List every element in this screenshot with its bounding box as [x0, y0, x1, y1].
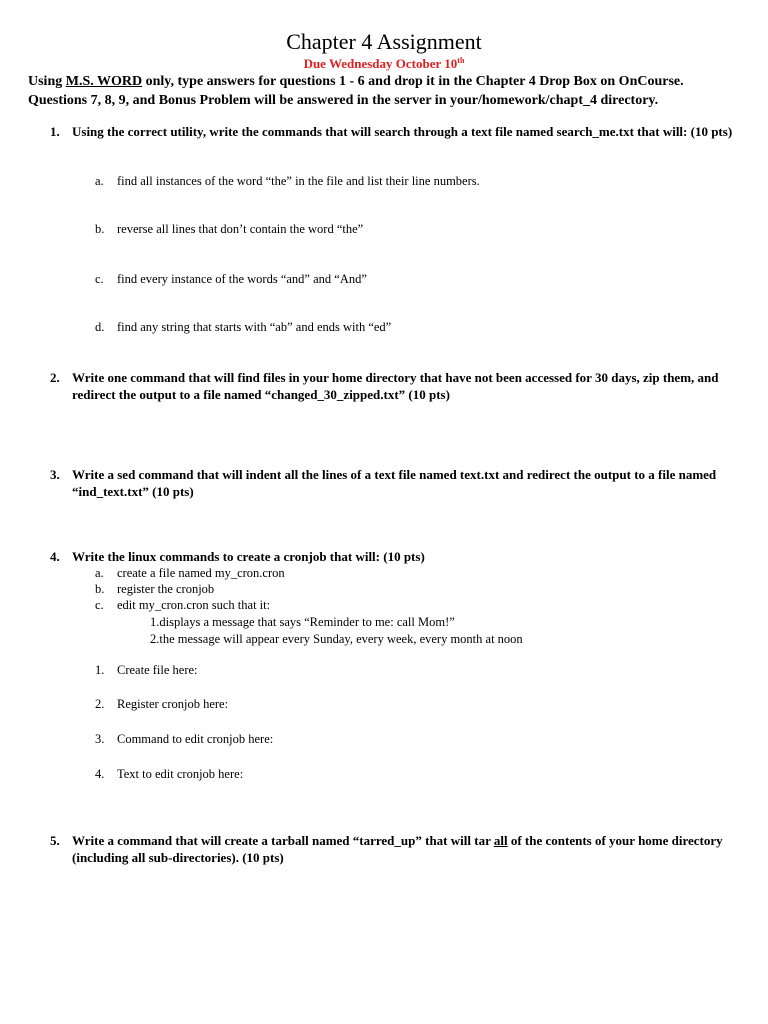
item-text: find all instances of the word “the” in the file and list their line numbers.	[117, 174, 480, 188]
instructions-msword: M.S. WORD	[65, 74, 143, 89]
item-marker: 3.	[95, 732, 105, 746]
question-text-part2: of the contents of your home directory (including all sub-directories). (10 pts)	[72, 833, 723, 865]
instructions-part2: only, type answers for questions 1 - 6 and drop it in the Chapter 4 Drop Box on OnCourse.	[142, 74, 684, 89]
item-marker: b.	[95, 582, 105, 596]
item-text: Register cronjob here:	[117, 697, 229, 711]
due-date-superscript: th	[457, 56, 465, 65]
item-marker: c.	[95, 272, 104, 286]
item-text: Text to edit cronjob here:	[117, 767, 244, 781]
item-marker: 4.	[95, 767, 105, 781]
question-text	[72, 832, 750, 866]
item-text: create a file named my_cron.cron	[117, 566, 285, 580]
question-text: Using the correct utility, write the commands that will search through a text file named search_me.txt that will: (10 pts)	[72, 124, 733, 139]
item-marker: b.	[95, 222, 105, 236]
page-title: Chapter 4 Assignment	[286, 29, 482, 54]
item-text: 1.displays a message that says “Reminder to me: call Mom!”	[150, 615, 455, 629]
due-date-text: Due Wednesday October 10	[303, 56, 458, 71]
question-text: Write one command that will find files in your home directory that have not been accessed for 30 days, zip them, and redirect the output to a file named “changed_30_zipped.txt” (10 pts)	[72, 370, 719, 402]
due-date	[0, 53, 768, 72]
question-number: 4.	[50, 549, 60, 564]
question-text-part1: Write a command that will create a tarball named “tarred_up” that will tar	[72, 833, 494, 848]
item-text: Command to edit cronjob here:	[117, 732, 274, 746]
question-number: 5.	[50, 833, 60, 848]
item-marker: 2.	[95, 697, 105, 711]
item-text: 2.the message will appear every Sunday, every week, every month at noon	[150, 632, 523, 646]
item-marker: a.	[95, 566, 104, 580]
item-marker: d.	[95, 320, 105, 334]
question-text-underlined: all	[493, 833, 508, 848]
question-number: 1.	[50, 124, 60, 139]
item-text: edit my_cron.cron such that it:	[117, 598, 271, 612]
item-text: find every instance of the words “and” and “And”	[117, 272, 367, 286]
instructions-line2: Questions 7, 8, 9, and Bonus Problem will be answered in the server in your/homework/chapt_4 directory.	[28, 93, 659, 108]
item-text: reverse all lines that don’t contain the word “the”	[117, 222, 364, 236]
item-marker: a.	[95, 174, 104, 188]
question-number: 2.	[50, 370, 60, 385]
item-marker: 1.	[95, 663, 105, 677]
item-text: Create file here:	[117, 663, 198, 677]
item-text: find any string that starts with “ab” and ends with “ed”	[117, 320, 392, 334]
item-text: register the cronjob	[117, 582, 215, 596]
instructions-part1: Using	[28, 74, 66, 89]
question-text: Write a sed command that will indent all the lines of a text file named text.txt and redirect the output to a file named “ind_text.txt” (10 pts)	[72, 467, 717, 499]
question-number: 3.	[50, 467, 60, 482]
instructions	[28, 72, 748, 110]
item-marker: c.	[95, 598, 104, 612]
question-text: Write the linux commands to create a cronjob that will: (10 pts)	[72, 549, 425, 564]
